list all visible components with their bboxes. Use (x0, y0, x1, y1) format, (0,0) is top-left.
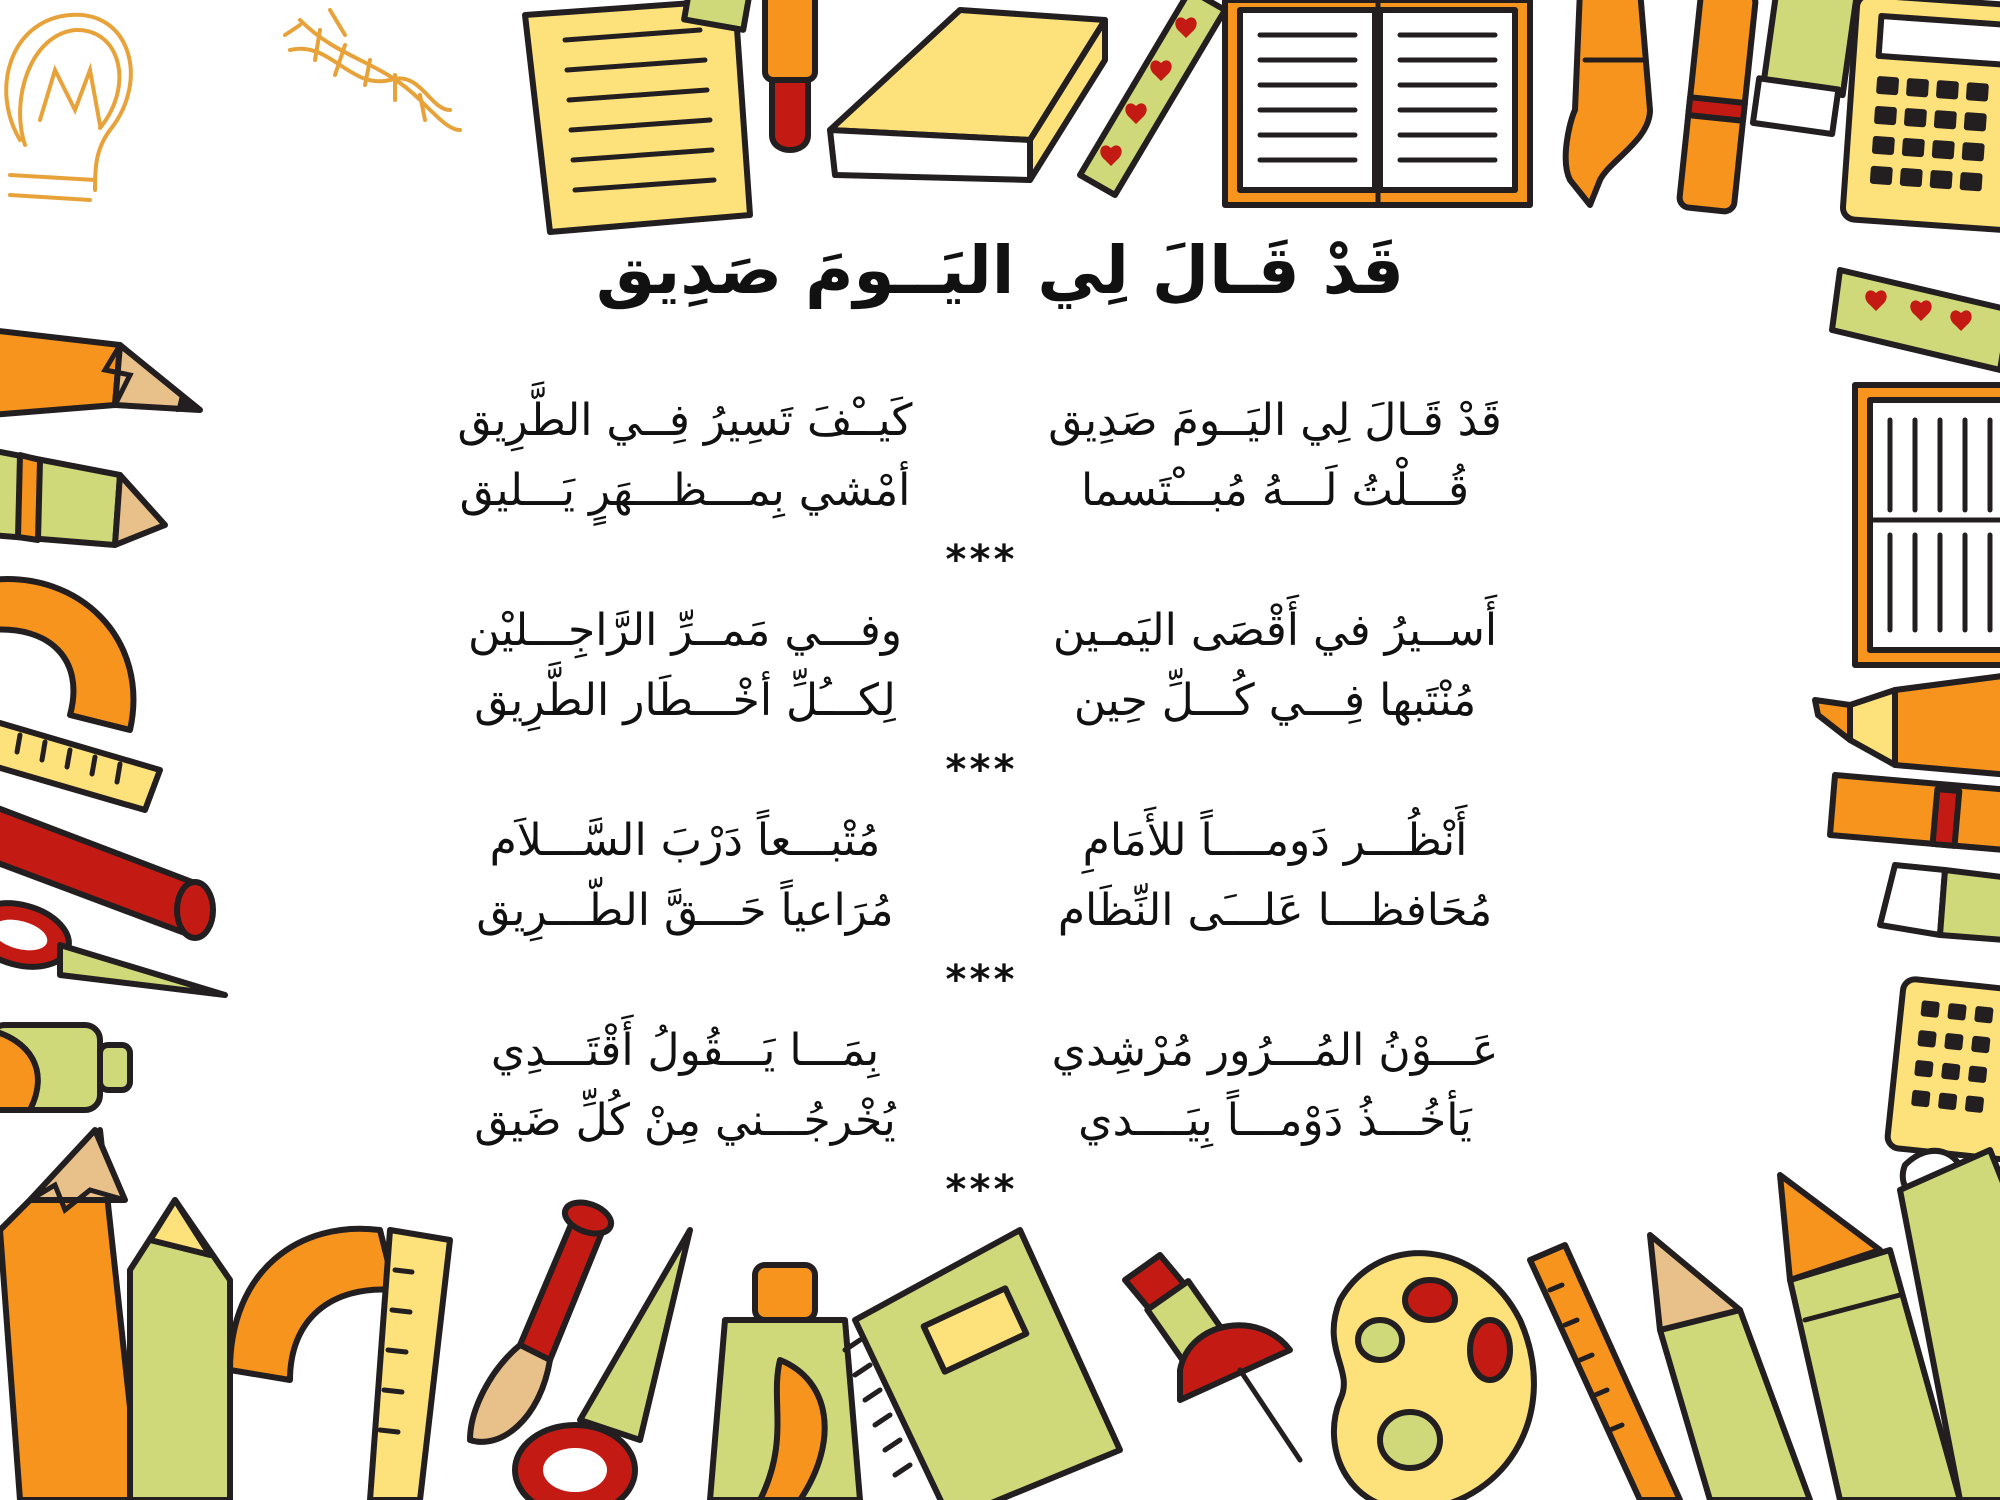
stanza-separator: *** (943, 747, 1017, 793)
glue-stick-icon (1679, 0, 1757, 212)
highlighter-icon (1566, 0, 1650, 205)
calculator-icon (1886, 978, 2000, 1162)
stanza (430, 805, 1530, 1015)
verse-line (430, 1015, 1530, 1085)
stanza (430, 385, 1530, 595)
paint-tube-icon (0, 1025, 130, 1110)
verse-first-half: مُحَافظـــا عَلـــَى النِّظَام (1057, 884, 1493, 936)
calculator-icon (1842, 0, 2000, 231)
protractor-icon (230, 1229, 450, 1500)
verse-line (430, 1085, 1530, 1155)
verse-second-half: وفـــي مَمــرِّ الرَّاجِـــليْن (467, 604, 902, 656)
push-pin-icon (1125, 1255, 1300, 1460)
stanza-separator: *** (943, 537, 1017, 583)
verse-line (430, 455, 1530, 525)
open-notebook-icon (1225, 0, 1530, 205)
verse-line (430, 875, 1530, 945)
verse-first-half: مُنْتَبها فِـــي كُـــلِّ حِين (1073, 674, 1477, 726)
verse-first-half: يَأخُـــذُ دَوْمـــاً بِيَــــدي (1078, 1094, 1472, 1146)
verse-second-half: بِمَـــا يَـــقُولُ أَقْتَـــدِي (490, 1024, 880, 1076)
book-icon (830, 10, 1105, 180)
open-notebook-icon (1855, 385, 2000, 665)
crayon-icon (130, 1200, 230, 1500)
verse-first-half: قَدْ قَـالَ لِي اليَــومَ صَدِيق (1048, 394, 1502, 446)
eraser-icon (1880, 865, 2000, 940)
lightbulb-doodle (6, 15, 131, 200)
verse-line (430, 595, 1530, 665)
spiral-notebook-icon (845, 1230, 1120, 1500)
paint-tube-icon (710, 1265, 860, 1500)
highlighter-icon (1815, 675, 2000, 775)
pencil-icon (1650, 1235, 1810, 1500)
verse-second-half: يُخْرجُـــني مِنْ كُلِّ ضَيق (474, 1094, 896, 1146)
pencil-icon (0, 450, 165, 545)
verse-second-half: مُتْبـــعاً دَرْبَ السَّـــلاَم (489, 814, 881, 866)
verse-line (430, 385, 1530, 455)
notepad-icon (525, 0, 750, 232)
stanza-separator: *** (943, 957, 1017, 1003)
stanza (430, 595, 1530, 805)
verse-first-half: أَنْظُـــر دَومــــاً للأَمَامِ (1082, 814, 1468, 866)
verse-line (430, 805, 1530, 875)
protractor-icon (0, 579, 160, 810)
pencil-icon (0, 330, 200, 415)
verse-second-half: لِكـــُلِّ أخْـــطَار الطَّرِيق (474, 674, 896, 726)
verse-first-half: عَـــوْنُ المُـــرُور مُرْشِدي (1051, 1024, 1499, 1076)
poem-title: قَدْ قَـالَ لِي اليَــومَ صَدِيق (595, 232, 1405, 309)
verse-second-half: مُرَاعياً حَـــقَّ الطّـــرِيق (476, 884, 894, 936)
pencil-icon (0, 1130, 140, 1500)
verse-second-half: أمْشي بِمـــظـــهَرٍ يَـــليق (459, 464, 911, 516)
stanza (430, 1015, 1530, 1225)
glue-stick-icon (1830, 775, 2000, 850)
verse-first-half: أَســيرُ في أَقْصَى اليَمـين (1052, 604, 1498, 656)
poem-body (430, 385, 1530, 1225)
verse-second-half: كَيــْفَ تَسِيرُ فِــي الطَّرِيق (457, 394, 913, 446)
eraser-icon (1753, 0, 1858, 134)
palette-icon (1334, 1253, 1534, 1500)
verse-line (430, 665, 1530, 735)
stanza-separator: *** (943, 1167, 1017, 1213)
dna-doodle (285, 10, 460, 130)
verse-first-half: قُـــلْتُ لَـــهُ مُبـــْتَسما (1080, 464, 1469, 516)
